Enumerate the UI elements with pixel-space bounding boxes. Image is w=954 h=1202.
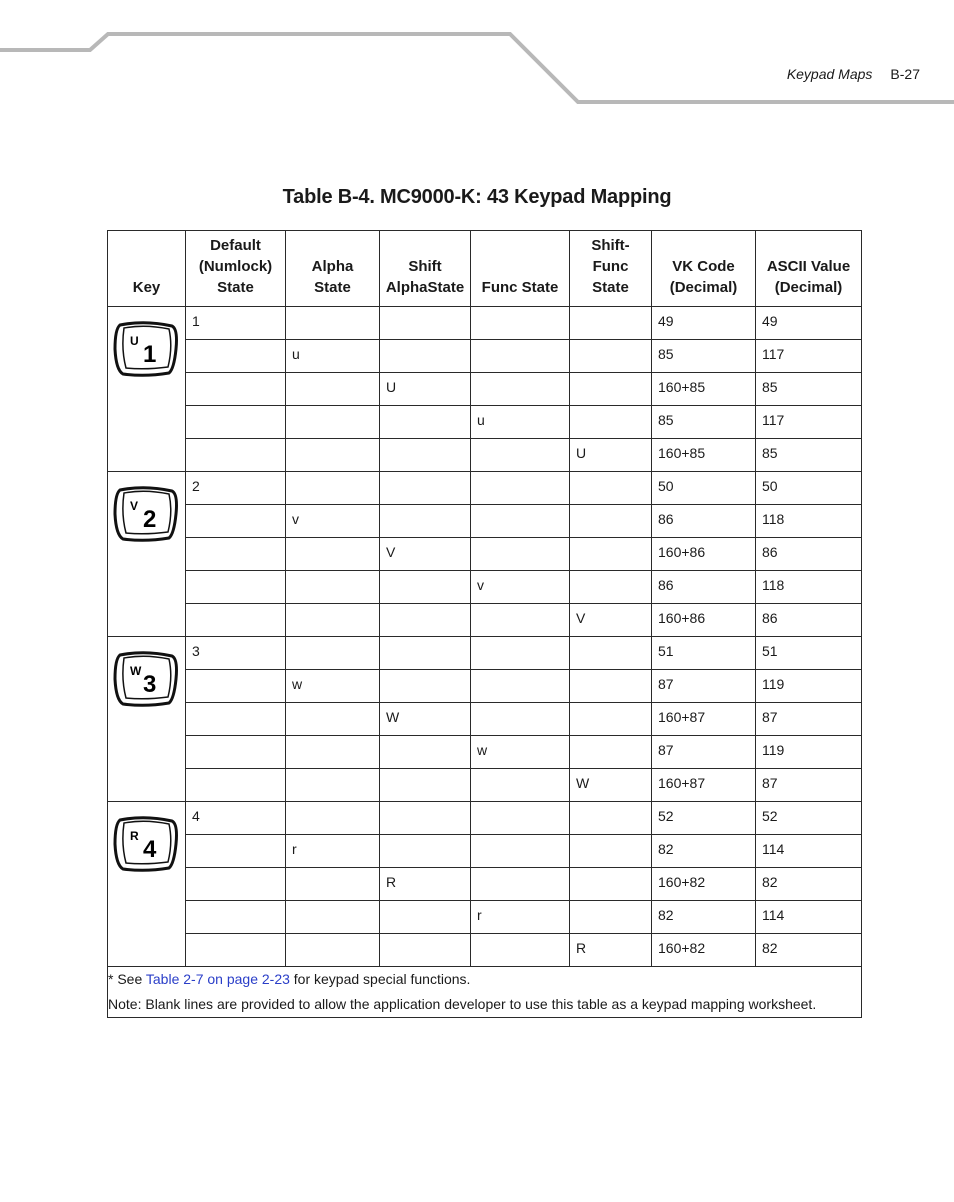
table-cell: 51	[756, 637, 862, 670]
table-cell: v	[471, 571, 570, 604]
table-cell: 85	[756, 373, 862, 406]
table-cell: 118	[756, 505, 862, 538]
table-cell	[380, 439, 471, 472]
table-cell: u	[471, 406, 570, 439]
table-row	[108, 769, 862, 802]
table-row	[108, 373, 862, 406]
table-cell: 82	[756, 868, 862, 901]
table-row	[108, 901, 862, 934]
table-cell: 160+82	[652, 934, 756, 967]
table-cell	[186, 406, 286, 439]
footnote-line	[108, 967, 861, 992]
table-cell	[570, 406, 652, 439]
table-row	[108, 637, 862, 670]
table-row	[108, 670, 862, 703]
table-cell: 86	[756, 604, 862, 637]
table-cell	[570, 670, 652, 703]
key-cell	[108, 802, 186, 967]
table-cell	[380, 802, 471, 835]
column-header: Default (Numlock) State	[186, 231, 286, 307]
column-header: Shift AlphaState	[380, 231, 471, 307]
table-cell	[570, 703, 652, 736]
key-secondary-letter: V	[130, 499, 139, 513]
w-3-key-icon	[112, 649, 178, 707]
table-cell	[186, 439, 286, 472]
table-reference-link[interactable]: Table 2-7 on page 2-23	[145, 971, 290, 987]
table-cell	[186, 571, 286, 604]
table-cell	[380, 472, 471, 505]
table-cell: 51	[652, 637, 756, 670]
table-cell: 119	[756, 670, 862, 703]
table-cell	[286, 373, 380, 406]
table-cell	[570, 736, 652, 769]
table-cell	[286, 307, 380, 340]
table-cell	[471, 802, 570, 835]
table-cell	[570, 340, 652, 373]
table-cell: 160+86	[652, 604, 756, 637]
table-cell: 160+85	[652, 373, 756, 406]
table-row	[108, 934, 862, 967]
column-header: Key	[108, 231, 186, 307]
table-cell	[186, 934, 286, 967]
table-cell	[380, 637, 471, 670]
table-row	[108, 340, 862, 373]
table-cell: 52	[652, 802, 756, 835]
table-cell	[186, 868, 286, 901]
table-cell: 82	[652, 901, 756, 934]
table-cell	[471, 868, 570, 901]
table-header-row	[108, 231, 862, 307]
column-header: ASCII Value (Decimal)	[756, 231, 862, 307]
keypad-mapping-table	[107, 230, 862, 1018]
table-cell: r	[286, 835, 380, 868]
table-cell	[570, 505, 652, 538]
table-row	[108, 736, 862, 769]
table-cell: 119	[756, 736, 862, 769]
table-cell: 49	[756, 307, 862, 340]
table-cell	[186, 736, 286, 769]
table-cell	[471, 835, 570, 868]
page-number: B-27	[890, 66, 920, 82]
column-header: VK Code (Decimal)	[652, 231, 756, 307]
table-body	[108, 307, 862, 967]
u-1-key-icon	[112, 319, 178, 377]
table-row	[108, 439, 862, 472]
table-cell: 52	[756, 802, 862, 835]
table-cell	[186, 538, 286, 571]
table-cell: 82	[652, 835, 756, 868]
table-cell	[570, 538, 652, 571]
table-cell: W	[380, 703, 471, 736]
table-cell: w	[286, 670, 380, 703]
table-cell	[186, 373, 286, 406]
table-cell: 85	[756, 439, 862, 472]
table-cell: 3	[186, 637, 286, 670]
table-cell: 87	[756, 769, 862, 802]
table-cell	[286, 802, 380, 835]
table-cell: v	[286, 505, 380, 538]
key-secondary-letter: U	[130, 334, 139, 348]
table-cell: 50	[652, 472, 756, 505]
table-cell	[380, 769, 471, 802]
table-cell: u	[286, 340, 380, 373]
table-cell	[186, 769, 286, 802]
table-cell	[471, 439, 570, 472]
running-header	[787, 66, 920, 82]
table-cell	[471, 604, 570, 637]
table-cell	[286, 571, 380, 604]
table-cell	[570, 868, 652, 901]
table-row	[108, 703, 862, 736]
table-cell: 82	[756, 934, 862, 967]
table-row	[108, 835, 862, 868]
table-cell	[471, 769, 570, 802]
table-cell	[186, 670, 286, 703]
column-header: Func State	[471, 231, 570, 307]
table-cell	[471, 703, 570, 736]
table-cell: 160+87	[652, 769, 756, 802]
key-primary-digit: 4	[143, 836, 157, 863]
table-cell	[471, 472, 570, 505]
table-cell	[286, 901, 380, 934]
table-cell: 86	[652, 505, 756, 538]
table-cell	[380, 571, 471, 604]
table-title: Table B-4. MC9000-K: 43 Keypad Mapping	[282, 186, 672, 208]
table-cell	[286, 637, 380, 670]
table-cell: U	[570, 439, 652, 472]
table-cell	[186, 340, 286, 373]
table-cell	[380, 406, 471, 439]
table-cell	[380, 505, 471, 538]
table-cell: 49	[652, 307, 756, 340]
table-cell	[186, 703, 286, 736]
table-cell	[471, 307, 570, 340]
table-cell: R	[570, 934, 652, 967]
table-cell: 117	[756, 406, 862, 439]
table-cell	[380, 670, 471, 703]
table-row	[108, 802, 862, 835]
table-cell	[471, 505, 570, 538]
table-cell	[471, 670, 570, 703]
table-cell	[570, 835, 652, 868]
table-cell: 4	[186, 802, 286, 835]
table-cell	[286, 538, 380, 571]
table-cell	[286, 472, 380, 505]
table-cell: 118	[756, 571, 862, 604]
table-cell: 160+87	[652, 703, 756, 736]
table-row	[108, 538, 862, 571]
table-cell	[471, 637, 570, 670]
table-cell: 87	[652, 670, 756, 703]
table-cell	[570, 571, 652, 604]
table-cell	[286, 736, 380, 769]
table-cell: 86	[652, 571, 756, 604]
table-cell	[380, 736, 471, 769]
table-row	[108, 604, 862, 637]
table-cell	[570, 802, 652, 835]
key-cell	[108, 307, 186, 472]
table-cell	[380, 604, 471, 637]
table-cell: 117	[756, 340, 862, 373]
table-cell: 2	[186, 472, 286, 505]
table-cell	[380, 340, 471, 373]
table-cell	[286, 934, 380, 967]
r-4-key-icon	[112, 814, 178, 872]
table-cell	[471, 538, 570, 571]
table-cell: 86	[756, 538, 862, 571]
v-2-key-icon	[112, 484, 178, 542]
table-cell: 114	[756, 835, 862, 868]
table-cell	[186, 505, 286, 538]
table-cell	[380, 835, 471, 868]
key-secondary-letter: W	[130, 664, 142, 678]
table-cell	[380, 934, 471, 967]
table-cell	[186, 901, 286, 934]
footnote-cell	[108, 967, 862, 1018]
table-cell	[286, 769, 380, 802]
table-cell: V	[570, 604, 652, 637]
table-cell: 85	[652, 340, 756, 373]
table-cell	[286, 868, 380, 901]
table-cell	[286, 604, 380, 637]
table-row	[108, 307, 862, 340]
table-cell	[570, 373, 652, 406]
table-cell	[380, 901, 471, 934]
table-cell: 160+86	[652, 538, 756, 571]
table-cell: U	[380, 373, 471, 406]
table-cell	[286, 439, 380, 472]
table-cell: 50	[756, 472, 862, 505]
footnote-suffix: for keypad special functions.	[289, 971, 471, 987]
table-cell: 160+85	[652, 439, 756, 472]
table-cell	[471, 934, 570, 967]
table-cell	[286, 406, 380, 439]
header-section-name: Keypad Maps	[786, 66, 873, 82]
key-primary-digit: 1	[143, 341, 157, 368]
table-row	[108, 505, 862, 538]
key-primary-digit: 2	[143, 506, 157, 533]
table-cell	[570, 472, 652, 505]
footnote-prefix: * See	[108, 971, 146, 987]
table-row	[108, 571, 862, 604]
table-cell	[186, 604, 286, 637]
table-cell	[380, 307, 471, 340]
table-cell: 1	[186, 307, 286, 340]
worksheet-note: Note: Blank lines are provided to allow the application developer to use this table as a keypad mapping worksheet.	[108, 996, 817, 1012]
table-cell: V	[380, 538, 471, 571]
table-cell	[186, 835, 286, 868]
header-decorative-rule	[0, 0, 954, 110]
table-row	[108, 868, 862, 901]
table-cell: 160+82	[652, 868, 756, 901]
table-cell: r	[471, 901, 570, 934]
table-cell	[570, 901, 652, 934]
key-secondary-letter: R	[130, 829, 139, 843]
table-cell: W	[570, 769, 652, 802]
table-row	[108, 472, 862, 505]
table-cell	[570, 637, 652, 670]
table-cell	[570, 307, 652, 340]
table-cell	[471, 340, 570, 373]
table-cell: w	[471, 736, 570, 769]
column-header: Alpha State	[286, 231, 380, 307]
table-cell	[471, 373, 570, 406]
table-cell: 85	[652, 406, 756, 439]
footnote-row	[108, 967, 862, 1018]
column-header: Shift- Func State	[570, 231, 652, 307]
table-cell	[286, 703, 380, 736]
table-cell: 87	[652, 736, 756, 769]
key-cell	[108, 472, 186, 637]
table-cell: 87	[756, 703, 862, 736]
table-row	[108, 406, 862, 439]
key-primary-digit: 3	[143, 671, 157, 698]
table-cell: R	[380, 868, 471, 901]
table-cell: 114	[756, 901, 862, 934]
key-cell	[108, 637, 186, 802]
